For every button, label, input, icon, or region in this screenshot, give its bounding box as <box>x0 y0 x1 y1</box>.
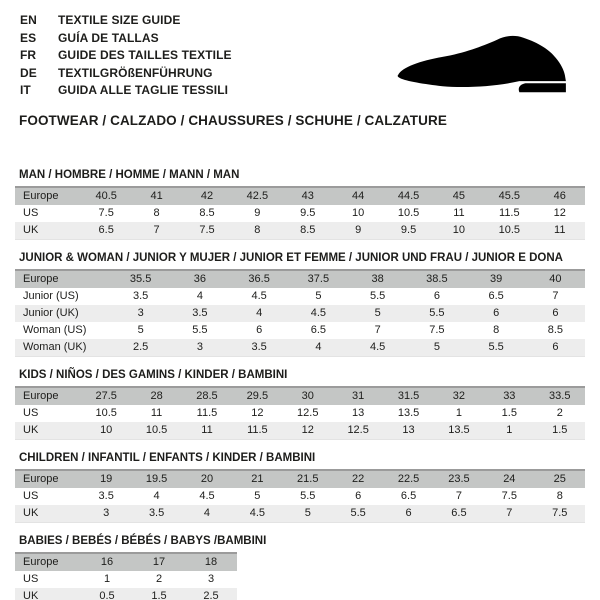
size-cell: 7.5 <box>429 323 445 336</box>
size-cell: 46 <box>553 189 566 202</box>
size-cell: 33 <box>503 389 516 402</box>
language-label: TEXTILE SIZE GUIDE <box>58 13 181 27</box>
size-tables <box>15 168 585 600</box>
table-row <box>15 470 585 488</box>
size-cell: 5.5 <box>350 506 366 519</box>
size-cell: 7.5 <box>552 506 568 519</box>
size-cell: 10.5 <box>145 423 168 436</box>
size-cell: 36.5 <box>248 272 270 285</box>
size-cell: 10 <box>452 223 466 236</box>
size-cell: 1 <box>103 572 111 585</box>
size-cell: 28 <box>150 389 163 402</box>
size-cell: 1.5 <box>552 423 568 436</box>
size-cell: 29.5 <box>246 389 269 402</box>
size-cell: 9.5 <box>300 206 316 219</box>
table-row <box>15 222 585 240</box>
language-code: IT <box>20 83 31 97</box>
size-cell: 3.5 <box>192 306 208 319</box>
size-cell: 5.5 <box>488 340 504 353</box>
size-cell: 19.5 <box>145 472 168 485</box>
size-cell: 0.5 <box>99 589 115 600</box>
size-cell: 7 <box>153 223 160 236</box>
size-cell: 4 <box>203 506 211 519</box>
language-label: TEXTILGRÖßENFÜHRUNG <box>58 65 213 80</box>
size-cell: 6.5 <box>310 323 327 336</box>
size-cell: 7 <box>552 289 559 302</box>
size-cell: 3.5 <box>98 489 114 502</box>
size-cell: 11 <box>453 206 465 219</box>
row-label: US <box>23 406 39 419</box>
size-cell: 6 <box>552 340 559 353</box>
row-label: US <box>23 206 39 219</box>
size-cell: 8.5 <box>199 206 215 219</box>
size-cell: 11.5 <box>499 206 520 219</box>
size-cell: 11.5 <box>196 406 218 419</box>
size-cell: 10 <box>352 206 365 219</box>
language-label: GUÍA DE TALLAS <box>58 30 159 45</box>
size-cell: 32 <box>452 389 466 402</box>
size-cell: 42.5 <box>246 189 269 202</box>
size-cell: 12.5 <box>347 423 369 436</box>
row-label: Junior (UK) <box>23 306 79 319</box>
table-row <box>15 387 585 405</box>
size-cell: 6.5 <box>98 223 114 236</box>
table-row <box>15 505 585 523</box>
babies-size-table <box>15 552 237 600</box>
language-code: DE <box>20 65 37 80</box>
row-label: Europe <box>23 555 59 568</box>
size-cell: 37.5 <box>307 272 330 285</box>
size-cell: 17 <box>152 555 166 568</box>
man-size-table <box>15 186 585 240</box>
size-cell: 44 <box>352 189 365 202</box>
size-cell: 27.5 <box>95 389 117 402</box>
size-cell: 10.5 <box>397 206 420 219</box>
size-cell: 6.5 <box>488 289 504 302</box>
dress-shoe-icon <box>396 33 576 97</box>
size-cell: 40 <box>549 272 562 285</box>
size-cell: 4.5 <box>251 289 267 302</box>
table-row <box>15 205 585 222</box>
size-cell: 9.5 <box>400 223 417 236</box>
size-cell: 43 <box>301 189 314 202</box>
size-cell: 10.5 <box>498 223 521 236</box>
row-label: Europe <box>23 189 59 202</box>
size-cell: 35.5 <box>129 272 152 285</box>
size-cell: 4 <box>196 289 203 302</box>
size-cell: 5 <box>304 506 311 519</box>
size-cell: 6.5 <box>400 489 417 502</box>
row-label: Woman (US) <box>23 323 87 336</box>
size-cell: 3.5 <box>132 289 149 302</box>
size-cell: 16 <box>100 555 114 568</box>
language-label: GUIDA ALLE TAGLIE TESSILI <box>58 83 229 97</box>
size-cell: 12.5 <box>297 406 319 419</box>
row-label: UK <box>23 423 39 436</box>
table-title: JUNIOR & WOMAN / JUNIOR Y MUJER / JUNIOR ET FEMME / JUNIOR UND FRAU / JUNIOR E DONA <box>19 251 563 264</box>
size-cell: 12 <box>301 423 314 436</box>
size-cell: 4.5 <box>249 506 266 519</box>
size-cell: 1 <box>455 406 462 419</box>
size-cell: 10 <box>100 423 113 436</box>
size-cell: 3.5 <box>251 340 267 353</box>
size-cell: 4.5 <box>310 306 327 319</box>
size-cell: 45.5 <box>498 189 521 202</box>
size-cell: 11 <box>150 406 163 419</box>
size-cell: 3.5 <box>148 506 165 519</box>
language-row <box>20 12 585 30</box>
size-cell: 1.5 <box>151 589 167 600</box>
size-cell: 7 <box>455 489 462 502</box>
size-cell: 8.5 <box>547 323 564 336</box>
table-row <box>15 305 585 322</box>
size-cell: 19 <box>100 472 113 485</box>
size-cell: 3 <box>207 572 215 585</box>
size-cell: 11 <box>201 423 213 436</box>
table-row <box>15 322 585 339</box>
size-cell: 2.5 <box>132 340 149 353</box>
size-cell: 2 <box>556 406 563 419</box>
size-cell: 5 <box>254 489 261 502</box>
size-cell: 21.5 <box>297 472 319 485</box>
size-cell: 9 <box>254 206 261 219</box>
size-cell: 5.5 <box>369 289 386 302</box>
size-cell: 40.5 <box>95 189 117 202</box>
size-cell: 7 <box>506 506 513 519</box>
junior-size-table <box>15 269 585 357</box>
size-cell: 4.5 <box>369 340 386 353</box>
table-title: MAN / HOMBRE / HOMME / MANN / MAN <box>19 168 240 181</box>
children-size-table <box>15 469 585 523</box>
size-cell: 41 <box>150 189 163 202</box>
row-label: UK <box>23 589 39 600</box>
size-cell: 2 <box>155 572 163 585</box>
row-label: Junior (US) <box>23 289 79 302</box>
size-cell: 4 <box>315 340 322 353</box>
size-cell: 38 <box>371 272 384 285</box>
size-cell: 6 <box>493 306 500 319</box>
size-cell: 6 <box>552 306 559 319</box>
size-cell: 8.5 <box>300 223 316 236</box>
row-label: UK <box>23 223 39 236</box>
size-cell: 5.5 <box>300 489 316 502</box>
size-cell: 3 <box>196 340 203 353</box>
size-cell: 6 <box>256 323 263 336</box>
size-cell: 10.5 <box>95 406 117 419</box>
table-row <box>15 588 237 600</box>
size-cell: 12 <box>553 206 566 219</box>
size-cell: 8 <box>493 323 500 336</box>
kids-size-table <box>15 386 585 440</box>
size-cell: 1 <box>506 423 513 436</box>
size-cell: 7.5 <box>501 489 517 502</box>
size-cell: 6 <box>433 289 440 302</box>
size-cell: 9 <box>355 223 362 236</box>
size-cell: 5 <box>374 306 381 319</box>
size-cell: 23.5 <box>448 472 470 485</box>
size-cell: 22.5 <box>397 472 420 485</box>
size-cell: 11.5 <box>247 423 268 436</box>
row-label: Europe <box>23 272 59 285</box>
table-title: KIDS / NIÑOS / DES GAMINS / KINDER / BAMBINI <box>19 368 288 381</box>
table-row <box>15 288 585 305</box>
row-label: Europe <box>23 389 59 402</box>
size-cell: 3 <box>103 506 110 519</box>
table-row <box>15 187 585 205</box>
size-cell: 8 <box>556 489 563 502</box>
table-row <box>15 422 585 440</box>
size-cell: 21 <box>251 472 264 485</box>
size-cell: 7 <box>374 323 381 336</box>
size-cell: 31.5 <box>397 389 420 402</box>
language-code: EN <box>20 13 37 27</box>
size-cell: 6 <box>405 506 412 519</box>
size-cell: 13.5 <box>397 406 420 419</box>
language-label: GUIDE DES TAILLES TEXTILE <box>58 48 232 62</box>
row-label: Woman (UK) <box>23 340 87 353</box>
size-cell: 31 <box>352 389 365 402</box>
language-code: ES <box>20 30 37 45</box>
size-cell: 8 <box>254 223 261 236</box>
table-row <box>15 405 585 422</box>
size-cell: 33.5 <box>549 389 571 402</box>
size-cell: 44.5 <box>397 189 420 202</box>
category-heading: FOOTWEAR / CALZADO / CHAUSSURES / SCHUHE / CALZATURE <box>19 112 447 128</box>
size-cell: 22 <box>352 472 365 485</box>
size-cell: 5.5 <box>429 306 445 319</box>
size-cell: 39 <box>490 272 503 285</box>
size-cell: 20 <box>200 472 214 485</box>
row-label: Europe <box>23 472 59 485</box>
size-cell: 8 <box>153 206 160 219</box>
size-cell: 11 <box>554 223 566 236</box>
row-label: US <box>23 489 39 502</box>
size-cell: 45 <box>452 189 466 202</box>
size-cell: 24 <box>503 472 516 485</box>
size-cell: 6.5 <box>451 506 467 519</box>
table-row <box>15 571 237 588</box>
row-label: UK <box>23 506 39 519</box>
size-cell: 5 <box>137 323 144 336</box>
size-cell: 4 <box>153 489 160 502</box>
size-cell: 12 <box>251 406 264 419</box>
size-cell: 18 <box>204 555 218 568</box>
table-title: CHILDREN / INFANTIL / ENFANTS / KINDER / BAMBINI <box>19 451 316 464</box>
table-row <box>15 339 585 357</box>
size-cell: 7.5 <box>98 206 114 219</box>
table-row <box>15 270 585 288</box>
language-code: FR <box>20 48 37 62</box>
size-cell: 42 <box>200 189 214 202</box>
size-cell: 2.5 <box>203 589 219 600</box>
size-cell: 5 <box>315 289 322 302</box>
size-cell: 38.5 <box>426 272 448 285</box>
size-cell: 30 <box>301 389 314 402</box>
size-cell: 13.5 <box>448 423 470 436</box>
size-cell: 1.5 <box>501 406 517 419</box>
size-cell: 13 <box>402 423 415 436</box>
size-cell: 13 <box>352 406 365 419</box>
size-cell: 3 <box>137 306 144 319</box>
size-cell: 28.5 <box>196 389 218 402</box>
table-title: BABIES / BEBÉS / BÉBÉS / BABYS /BAMBINI <box>19 534 267 547</box>
size-cell: 6 <box>355 489 362 502</box>
row-label: US <box>23 572 39 585</box>
size-cell: 5 <box>433 340 440 353</box>
size-cell: 4.5 <box>199 489 215 502</box>
size-cell: 4 <box>256 306 263 319</box>
size-cell: 36 <box>193 272 206 285</box>
size-cell: 5.5 <box>192 323 208 336</box>
table-row <box>15 488 585 505</box>
size-cell: 7.5 <box>199 223 215 236</box>
table-row <box>15 553 237 571</box>
size-cell: 25 <box>553 472 566 485</box>
